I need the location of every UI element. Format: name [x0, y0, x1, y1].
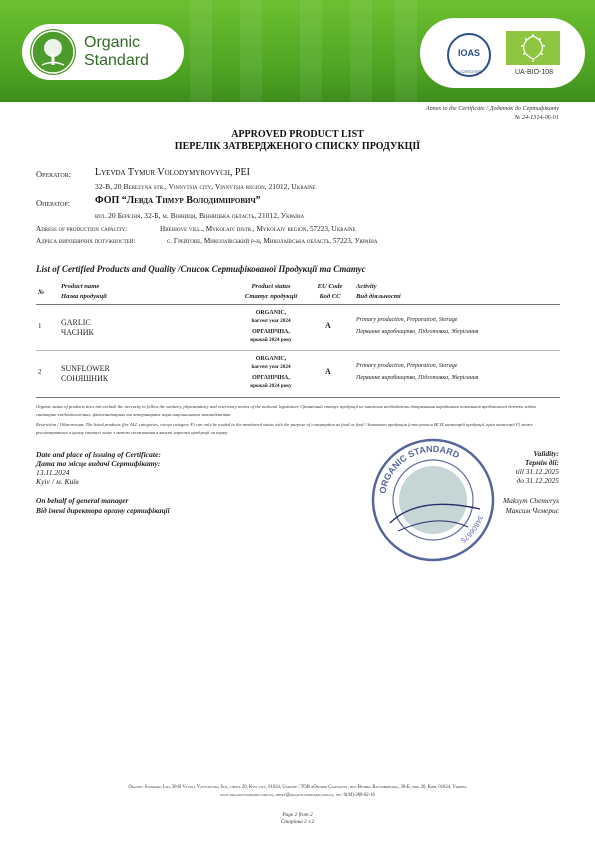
row-1-activity	[356, 314, 478, 338]
row-2-num: 2	[38, 368, 42, 376]
manager-name-ua: Максим Чемерис	[505, 506, 559, 515]
capacity-address-en: Hreihove vill., Mykolaiv distr., Mykolaiv region, 57223, Ukraine	[160, 225, 356, 233]
behalf-en: On behalf of general manager	[36, 496, 129, 505]
row-1-eu-code: A	[325, 321, 331, 330]
header-status-ua: Статус продукції	[244, 293, 298, 300]
operator-name-en: Lyevda Tymur Volodymyrovych, PEI	[95, 167, 250, 178]
annex-number: № 24-1314-06-01	[514, 114, 559, 121]
validity-till-en: till 31.12.2025	[515, 467, 559, 476]
header-code-ua: Код ЄС	[319, 293, 341, 300]
row-2-activity-ua: Первинне виробництво, Підготовка, Зберігання	[356, 375, 479, 381]
tree-icon	[30, 29, 76, 75]
row-2-status	[230, 355, 312, 390]
behalf-ua: Від імені директора органу сертифікації	[36, 506, 170, 515]
eu-organic-leaf-icon	[506, 31, 560, 65]
eu-code: UA-BIO-108	[514, 69, 554, 76]
row-1-activity-en: Primary production, Preparation, Storage	[356, 317, 458, 323]
operator-name-ua: ФОП “Левда Тимур Володимирович”	[95, 195, 261, 206]
annex-label: Annex to the Certificate / Додаток до Сертифікату	[425, 105, 559, 112]
row-1-status-ua: ОРГАНІЧНА,	[252, 329, 290, 335]
certification-stamp	[368, 435, 498, 565]
header-product-en: Product name	[61, 283, 100, 290]
operator-address-ua: вул. 20 Березня, 32-Б, м. Вінниця, Вінницька область, 21012, Україна	[95, 211, 305, 220]
header-code-en: EU Code	[317, 283, 343, 290]
header-product-ua: Назва продукції	[61, 293, 107, 300]
logo-text-line1: Organic	[84, 34, 141, 51]
row-1-activity-ua: Первинне виробництво, Підготовка, Зберігання	[356, 329, 479, 335]
page-number-en: Page 2 from 2	[282, 812, 313, 818]
operator-label-en: Operator:	[36, 169, 72, 179]
page-number-ua: Сторінка 2 з 2	[280, 819, 315, 825]
validity-block	[516, 449, 559, 485]
row-2-eu-code: A	[325, 367, 331, 376]
footer-address: Organic Standard Ltd, 38-B Velyka Vasylkivska Str., office 20, Kyiv city, 01024, Ukraine / ТОВ «Органік Стандарт», вул. Велика Васильківська, 38-Б, офіс 20, Київ, 01024, Україна	[128, 785, 467, 790]
issue-place: Kyiv / м. Київ	[36, 477, 79, 486]
capacity-label-ua: Адреса виробничих потужностей:	[36, 237, 136, 245]
table-header-divider	[36, 304, 560, 305]
header-activity-en: Activity	[356, 283, 377, 290]
row-2-activity	[356, 360, 478, 384]
restriction-note: Restriction / Обмеження: The listed products (for ALL categories, except category F) can only be traded in the mentioned status with the purpose of consumption as food or feed / Зазначена продукція (стосується ВСІХ категорій продукції, крім категорії F) може реалізовуватись в цьому статусі лише з метою споживання в якості харчової продукції чи корму	[36, 422, 533, 435]
header-activity-ua: Вид діяльності	[356, 293, 401, 300]
header-num: №	[38, 289, 45, 296]
issue-date: 13.11.2024	[36, 468, 70, 477]
row-1-product-ua: ЧАСНИК	[61, 328, 94, 337]
operator-address-en: 32-B, 20 Berezyna str., Vinnytsia city, Vinnytsia region, 21012, Ukraine	[95, 182, 316, 191]
row-1-product	[61, 318, 94, 338]
validity-label-ua: Термін дії:	[524, 458, 559, 467]
issue-label-en: Date and place of issuing of Certificate:	[36, 450, 161, 459]
header-status	[230, 282, 312, 302]
row-2-product-ua: СОНЯШНИК	[61, 374, 109, 383]
ioas-text: IOAS	[457, 48, 480, 58]
operator-label-ua: Оператор:	[36, 198, 71, 208]
accreditation-logos	[420, 18, 585, 88]
list-title: List of Certified Products and Quality /Список Сертифікованої Продукції та Статус	[36, 264, 366, 274]
row-2-activity-en: Primary production, Preparation, Storage	[356, 363, 458, 369]
stamp-text: ORGANIC STANDARD	[377, 443, 462, 495]
ioas-subtext: ACCREDITED	[455, 69, 482, 74]
validity-label-en: Validity:	[533, 449, 559, 458]
logo-text-line2: Standard	[84, 52, 149, 69]
header-status-en: Product status	[251, 283, 291, 290]
annex-reference	[426, 104, 559, 122]
organic-status-note: Organic status of products does not exclude the necessity to follow the sanitary, phytosanitary and veterinary norms of the national legislation/ Органічний статус продукції не виключає необхідність дотримання виробником показників продовольчої безпеки згідно санітарно-епідеміологічних, фітосанітарних та ветеринарних норм національного законодавства	[36, 404, 537, 417]
header-activity	[356, 282, 401, 302]
row-divider	[36, 350, 560, 351]
row-1-status-ua2: врожай 2024 року	[250, 337, 292, 343]
stamp-code: 34806675	[459, 514, 484, 544]
row-1-status	[230, 309, 312, 344]
manager-name-en: Maksym Chemerys	[502, 496, 559, 505]
row-1-num: 1	[38, 322, 42, 330]
row-1-status-en2: harvest year 2024	[251, 318, 291, 324]
behalf-block	[36, 496, 170, 516]
title-ua: ПЕРЕЛІК ЗАТВЕРДЖЕНОГО СПИСКУ ПРОДУКЦІЇ	[174, 141, 421, 152]
row-2-status-ua2: врожай 2024 року	[250, 383, 292, 389]
row-1-status-en: ORGANIC,	[255, 310, 287, 316]
manager-block	[503, 496, 559, 516]
row-2-status-en: ORGANIC,	[255, 356, 287, 362]
row-1-product-en: GARLIC	[61, 318, 91, 327]
row-2-product-en: SUNFLOWER	[61, 364, 110, 373]
header-product	[61, 282, 107, 302]
issue-label-ua: Дата та місце видачі Сертифікату:	[36, 459, 161, 468]
table-bottom-divider	[36, 397, 560, 398]
row-2-status-en2: harvest year 2024	[251, 364, 291, 370]
capacity-address-ua: с. Грейгове, Миколаївський р-н, Миколаївська область, 57223, Україна	[167, 237, 378, 245]
row-2-product	[61, 364, 110, 384]
row-2-status-ua: ОРГАНІЧНА,	[252, 375, 290, 381]
header-eu-code	[314, 282, 346, 302]
title-en: APPROVED PRODUCT LIST	[231, 129, 364, 140]
validity-till-ua: до 31.12.2025	[516, 476, 559, 485]
issue-block	[36, 450, 161, 486]
footer-contacts: www.organicstandard.com.ua, office@organicstandard.com.ua, tel: 0(44)-200-62-16	[220, 793, 375, 798]
capacity-label-en: Adress of production capacity:	[36, 225, 128, 233]
